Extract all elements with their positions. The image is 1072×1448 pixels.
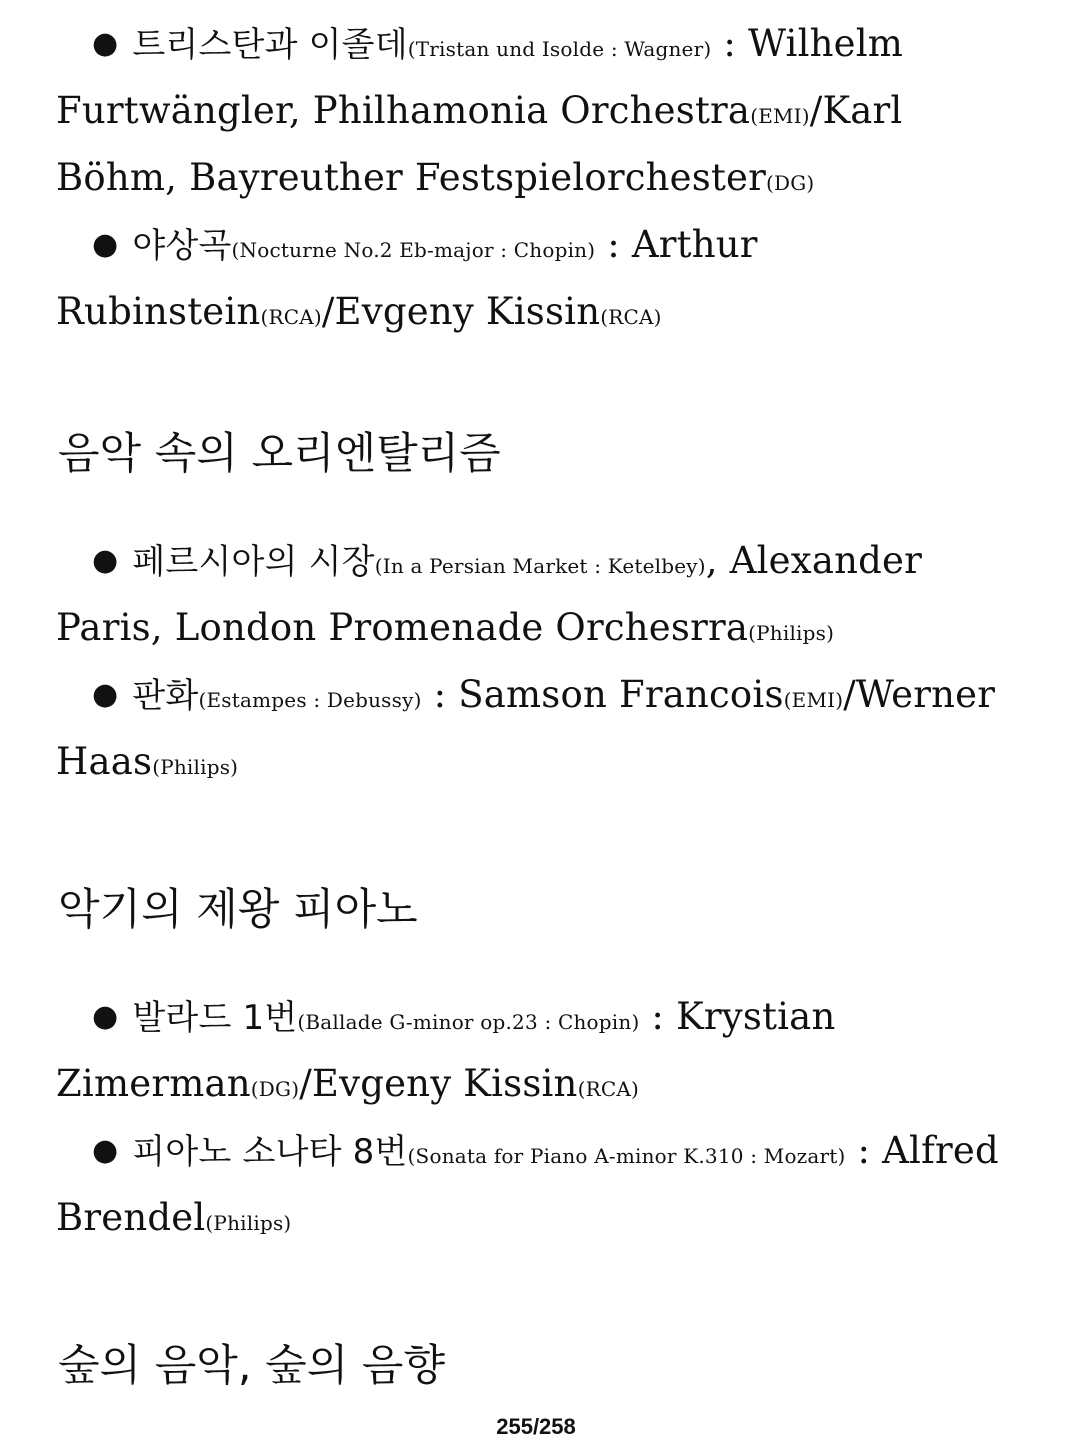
entry-block [56,986,1026,1254]
work-original-title: (Tristan und Isolde : Wagner) [407,37,712,61]
record-label: (EMI) [783,688,844,712]
separator: , [705,539,730,582]
work-title-korean: 야상곡 [132,226,232,266]
entry [56,986,1026,1120]
work-title-korean: 트리스탄과 이졸데 [132,25,408,65]
performer: /Evgeny Kissin [321,290,601,333]
record-label: (DG) [766,171,815,195]
record-label: (EMI) [750,104,810,128]
work-title-korean: 발라드 1번 [132,998,298,1038]
bullet-icon: ● [92,677,119,712]
bullet-icon: ● [92,543,119,578]
record-label: (Philips) [152,755,239,779]
entry [56,1120,1026,1254]
performer: /Karl Böhm, Bayreuther Festspielorchester [56,89,903,199]
performer: /Werner Haas [56,673,996,783]
work-original-title: (Ballade G-minor op.23 : Chopin) [297,1010,640,1034]
section-heading: 음악 속의 오리엔탈리즘 [58,429,501,479]
performer: Wilhelm Furtwängler, Philhamonia Orchestra [56,22,904,132]
record-label: (DG) [250,1077,300,1101]
entry-block [56,13,1026,348]
bullet-icon: ● [92,227,119,262]
separator: : [711,22,748,65]
work-original-title: (Sonata for Piano A-minor K.310 : Mozart) [407,1144,846,1168]
bullet-icon: ● [92,26,119,61]
work-original-title: (In a Persian Market : Ketelbey) [374,554,706,578]
work-title-korean: 판화 [132,676,199,716]
entry-block [56,530,1026,798]
entry [56,13,1026,214]
separator: : [639,995,677,1038]
work-original-title: (Estampes : Debussy) [198,688,422,712]
separator: : [845,1129,883,1172]
entry [56,214,1026,348]
separator: : [595,223,632,266]
performer: Krystian Zimerman [56,995,836,1105]
record-label: (Philips) [748,621,835,645]
bullet-icon: ● [92,999,119,1034]
entry [56,530,1026,664]
record-label: (Philips) [205,1211,292,1235]
entry [56,664,1026,798]
performer: Alfred Brendel [56,1129,999,1239]
record-label: (RCA) [577,1077,640,1101]
record-label: (RCA) [600,305,662,329]
performer: Alexander Paris, London Promenade Orchesrra [56,539,922,649]
performer: Samson Francois [458,673,784,716]
work-title-korean: 피아노 소나타 8번 [132,1132,408,1172]
section-heading: 숲의 음악, 숲의 음향 [58,1341,445,1391]
work-original-title: (Nocturne No.2 Eb-major : Chopin) [231,238,596,262]
performer: Arthur Rubinstein [56,223,758,333]
section-heading: 악기의 제왕 피아노 [58,885,418,935]
record-label: (RCA) [260,305,322,329]
separator: : [421,673,459,716]
bullet-icon: ● [92,1133,119,1168]
work-title-korean: 페르시아의 시장 [132,542,375,582]
page-number: 255/258 [496,1414,576,1439]
performer: /Evgeny Kissin [299,1062,578,1105]
